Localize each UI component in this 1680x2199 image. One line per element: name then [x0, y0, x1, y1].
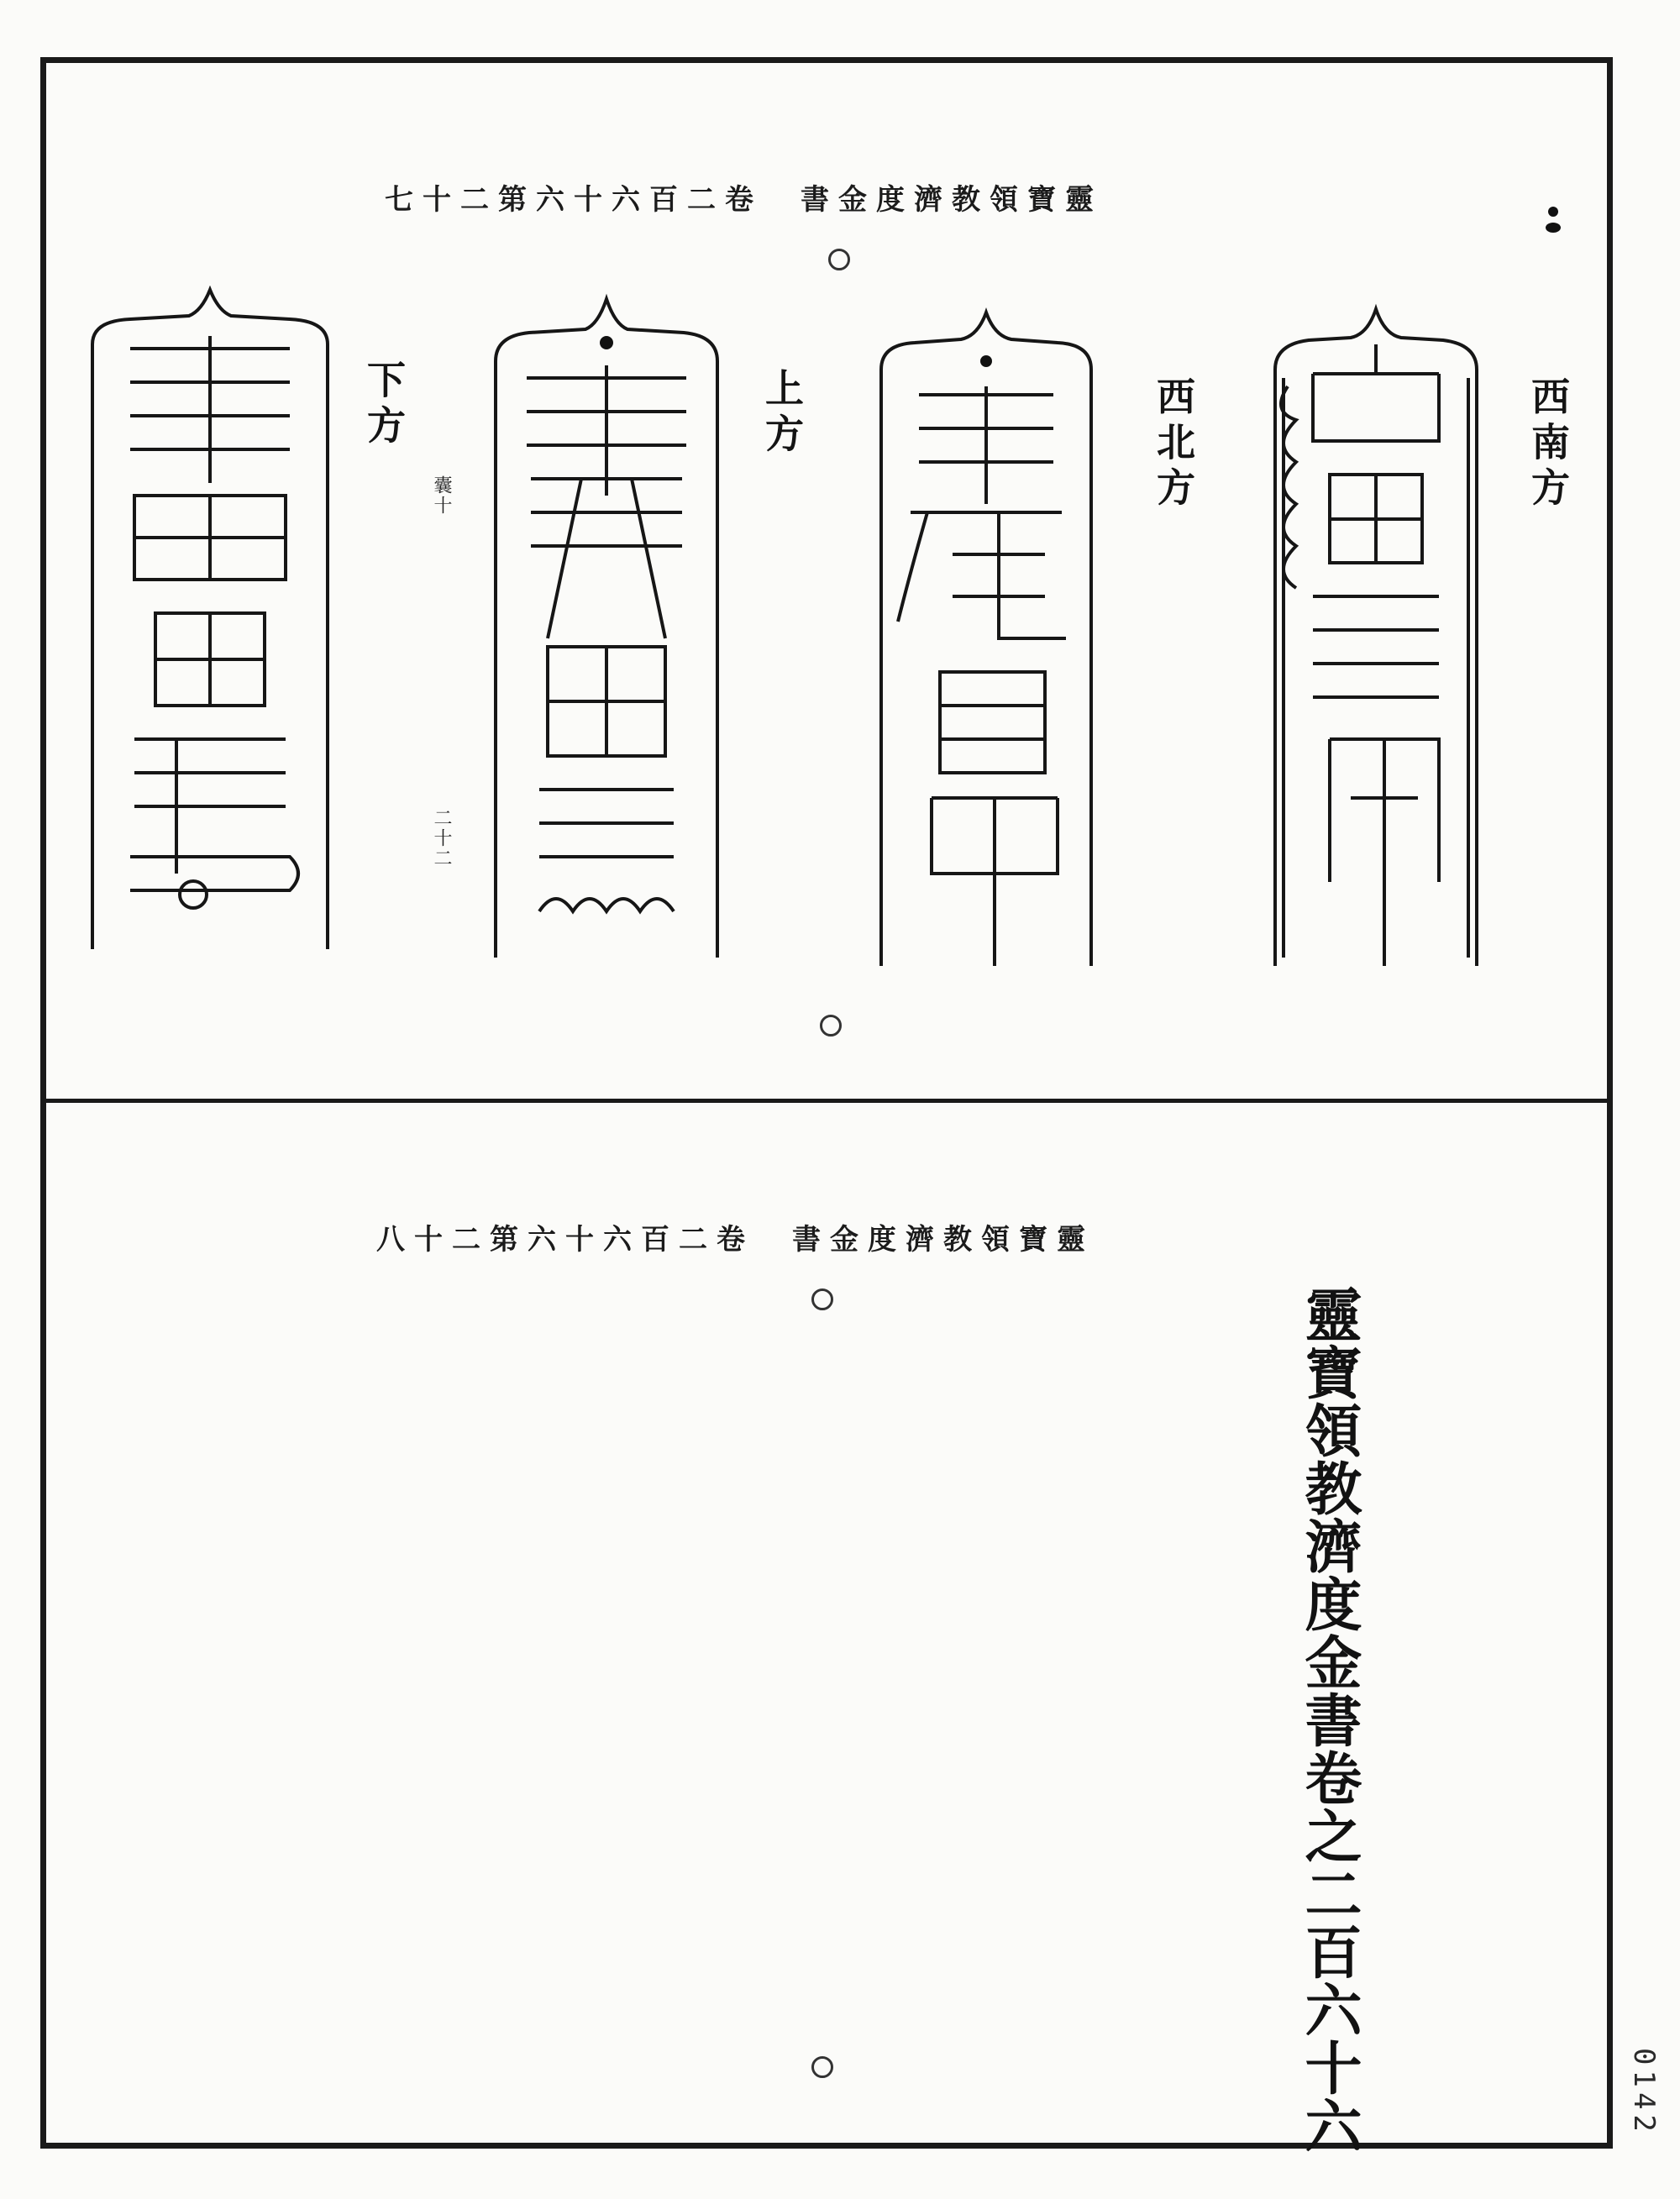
note-b: 二十二	[431, 808, 452, 869]
talisman-upper	[480, 286, 732, 966]
binding-hole	[811, 2056, 833, 2078]
talisman-southwest	[1250, 294, 1502, 974]
ink-mark	[1544, 205, 1562, 235]
label-upper: 上方	[759, 368, 805, 459]
note-a: 囊十	[431, 475, 452, 516]
page-number: 0142	[1627, 2048, 1661, 2137]
bottom-page-header: 八十二第六十六百二卷 書金度濟教領寶靈	[376, 1223, 1095, 1257]
talisman-lower	[84, 286, 336, 958]
talisman-northwest	[860, 302, 1112, 974]
label-southwest: 西南方	[1525, 376, 1571, 512]
top-page-header: 七十二第六十六百二卷 書金度濟教領寶靈	[385, 183, 1103, 217]
binding-hole	[811, 1288, 833, 1310]
page-divider	[40, 1099, 1613, 1103]
label-northwest: 西北方	[1151, 376, 1196, 512]
label-lower: 下方	[361, 360, 407, 450]
binding-hole	[820, 1015, 842, 1037]
volume-title: 靈寶領教濟度金書卷之二百六十六	[1295, 1285, 1362, 2154]
binding-hole	[828, 249, 850, 270]
